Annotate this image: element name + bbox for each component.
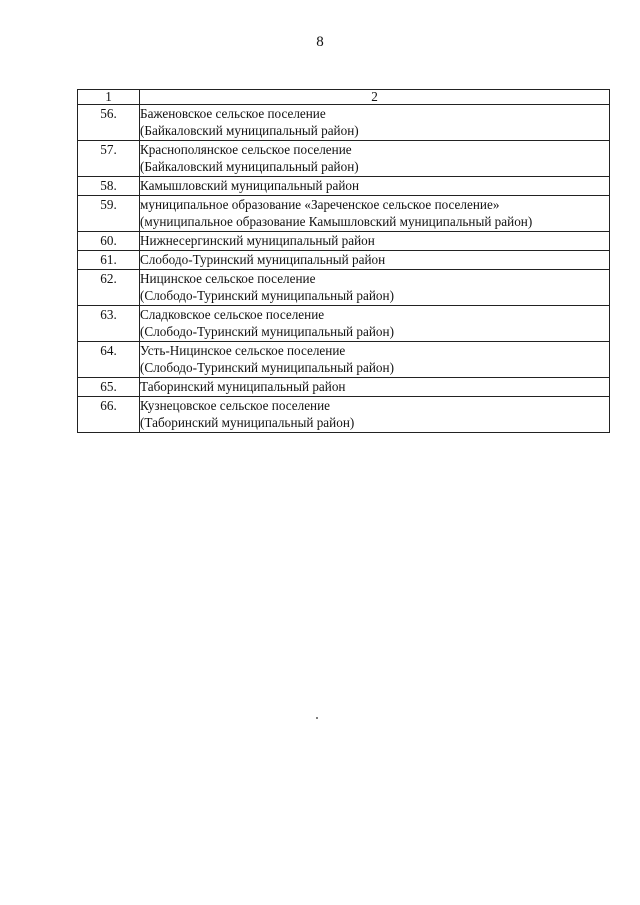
- row-name-line: Баженовское сельское поселение: [140, 106, 326, 121]
- row-name: [140, 177, 610, 196]
- row-name-line: (Слободо-Туринский муниципальный район): [140, 324, 394, 339]
- row-number: 63.: [78, 306, 140, 342]
- row-name-line: (Таборинский муниципальный район): [140, 415, 355, 430]
- row-name-line: (муниципальное образование Камышловский муниципальный район): [140, 214, 533, 229]
- row-name: [140, 251, 610, 270]
- row-number: 65.: [78, 378, 140, 397]
- page-number: 8: [316, 34, 324, 50]
- row-number: 56.: [78, 105, 140, 141]
- table-row: [78, 306, 610, 342]
- row-name: [140, 342, 610, 378]
- row-name-line: Сладковское сельское поселение: [140, 307, 325, 322]
- table-header-row: [78, 90, 610, 105]
- table-row: [78, 251, 610, 270]
- row-name: [140, 306, 610, 342]
- row-name-line: (Байкаловский муниципальный район): [140, 159, 359, 174]
- scan-speck: [316, 717, 318, 719]
- row-name: [140, 105, 610, 141]
- table-row: [78, 141, 610, 177]
- row-name-line: Усть-Ницинское сельское поселение: [140, 343, 346, 358]
- row-name-line: Нижнесергинский муниципальный район: [140, 233, 375, 248]
- row-number: 61.: [78, 251, 140, 270]
- row-name: [140, 270, 610, 306]
- row-name-line: Слободо-Туринский муниципальный район: [140, 252, 386, 267]
- row-name-line: муниципальное образование «Зареченское сельское поселение»: [140, 197, 500, 212]
- row-number: 64.: [78, 342, 140, 378]
- municipality-table: [77, 89, 610, 433]
- header-cell-number: 1: [78, 90, 140, 105]
- table-row: [78, 196, 610, 232]
- table-row: [78, 232, 610, 251]
- row-name-line: Таборинский муниципальный район: [140, 379, 346, 394]
- row-name-line: (Байкаловский муниципальный район): [140, 123, 359, 138]
- row-number: 60.: [78, 232, 140, 251]
- table-row: [78, 378, 610, 397]
- row-name: [140, 378, 610, 397]
- table-row: [78, 177, 610, 196]
- row-number: 59.: [78, 196, 140, 232]
- row-name-line: Ницинское сельское поселение: [140, 271, 316, 286]
- table-row: [78, 270, 610, 306]
- row-number: 58.: [78, 177, 140, 196]
- row-name-line: Кузнецовское сельское поселение: [140, 398, 331, 413]
- row-name-line: Краснополянское сельское поселение: [140, 142, 352, 157]
- row-name: [140, 196, 610, 232]
- row-name: [140, 232, 610, 251]
- row-name: [140, 397, 610, 433]
- row-number: 57.: [78, 141, 140, 177]
- table-row: [78, 105, 610, 141]
- row-name-line: (Слободо-Туринский муниципальный район): [140, 360, 394, 375]
- table-row: [78, 397, 610, 433]
- row-number: 62.: [78, 270, 140, 306]
- row-number: 66.: [78, 397, 140, 433]
- table-row: [78, 342, 610, 378]
- row-name-line: (Слободо-Туринский муниципальный район): [140, 288, 394, 303]
- row-name: [140, 141, 610, 177]
- header-cell-name: 2: [140, 90, 610, 105]
- row-name-line: Камышловский муниципальный район: [140, 178, 360, 193]
